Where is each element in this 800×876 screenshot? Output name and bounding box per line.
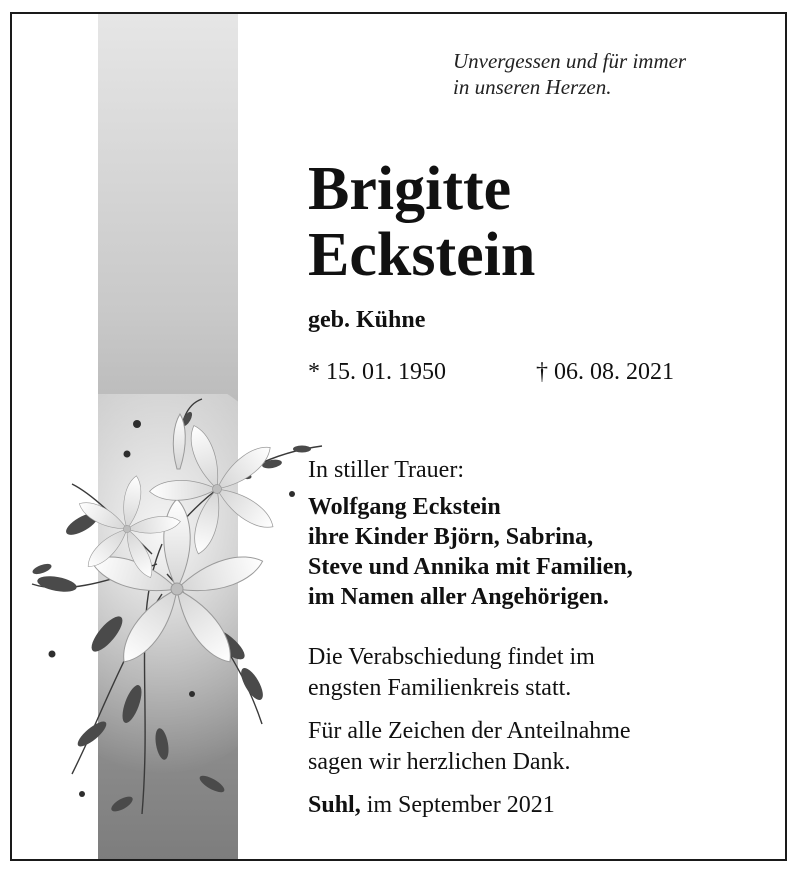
farewell-line: Die Verabschiedung findet im — [308, 644, 595, 670]
farewell-line: engsten Familienkreis statt. — [308, 675, 572, 701]
mourner-line: im Namen aller Angehörigen. — [308, 584, 609, 610]
thanks-line: sagen wir herzlichen Dank. — [308, 749, 571, 775]
motto — [453, 48, 686, 100]
place-date: im September 2021 — [366, 792, 555, 818]
place-city: Suhl, — [308, 792, 361, 818]
mourners-list — [308, 492, 633, 612]
thanks-line: Für alle Zeichen der Anteilnahme — [308, 718, 631, 744]
farewell-note — [308, 642, 595, 704]
deceased-name — [308, 156, 535, 288]
birth-date: * 15. 01. 1950 — [308, 359, 446, 385]
place-and-date — [308, 790, 555, 820]
mourning-intro: In stiller Trauer: — [308, 457, 464, 483]
lily-bouquet-icon — [12, 394, 342, 834]
last-name: Eckstein — [308, 221, 536, 289]
maiden-name: geb. Kühne — [308, 307, 426, 333]
mourner-line: Wolfgang Eckstein — [308, 494, 501, 520]
thanks-note — [308, 716, 631, 778]
mourner-line: Steve und Annika mit Familien, — [308, 554, 633, 580]
death-date: † 06. 08. 2021 — [536, 359, 674, 385]
first-name: Brigitte — [308, 155, 512, 223]
mourner-line: ihre Kinder Björn, Sabrina, — [308, 524, 594, 550]
life-dates — [308, 358, 674, 386]
obituary-frame — [10, 12, 787, 861]
motto-line: Unvergessen und für immer — [453, 49, 687, 73]
motto-line: in unseren Herzen. — [453, 75, 612, 99]
